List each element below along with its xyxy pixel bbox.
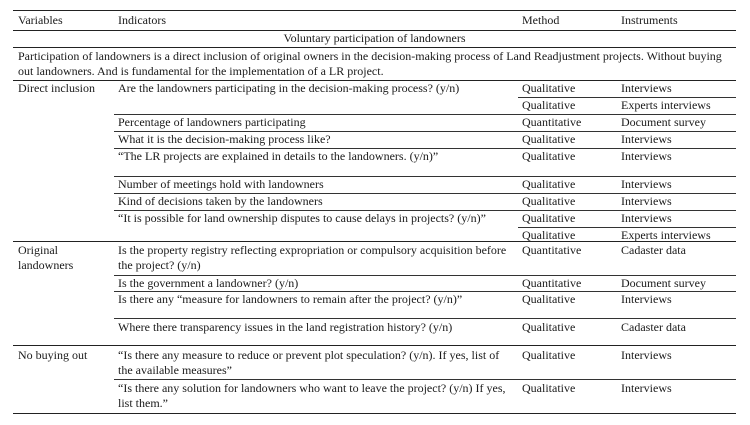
row-divider <box>114 318 736 319</box>
instrument-cell: Interviews <box>621 211 672 225</box>
section-title: Voluntary participation of landowners <box>283 31 466 45</box>
intro-line-1: Participation of landowners is a direct inclusion of original owners in the decision-making process of Land Readjustment projects. Without buying <box>18 49 722 63</box>
indicator-cell-continued: the available measures” <box>118 363 232 377</box>
method-cell: Quantitative <box>522 243 582 257</box>
instrument-cell: Cadaster data <box>621 243 686 257</box>
method-cell: Qualitative <box>522 132 576 146</box>
method-cell: Qualitative <box>522 149 576 163</box>
method-cell: Qualitative <box>522 348 576 362</box>
table-bottom-rule <box>13 413 736 414</box>
indicator-cell: Is the property registry reflecting expropriation or compulsory acquisition before <box>118 243 507 257</box>
header-method: Method <box>522 13 560 27</box>
indicator-cell: Number of meetings hold with landowners <box>118 177 324 191</box>
intro-line-2: out landowners. And is fundamental for the implementation of a LR project. <box>18 64 384 78</box>
indicator-cell: Where there transparency issues in the land registration history? (y/n) <box>118 320 453 334</box>
method-cell: Qualitative <box>522 292 576 306</box>
indicator-cell-continued: the project? (y/n) <box>118 258 201 272</box>
indicator-cell: “The LR projects are explained in details to the landowners. (y/n)” <box>118 149 439 163</box>
instrument-cell: Interviews <box>621 81 672 95</box>
method-cell: Qualitative <box>522 211 576 225</box>
row-divider <box>114 379 736 380</box>
method-cell: Qualitative <box>522 381 576 395</box>
indicator-cell: “Is there any solution for landowners who want to leave the project? (y/n) If yes, <box>118 381 506 395</box>
instrument-cell: Interviews <box>621 348 672 362</box>
header-variables: Variables <box>18 13 63 27</box>
instrument-cell: Interviews <box>621 292 672 306</box>
instrument-cell: Document survey <box>621 115 706 129</box>
variable-direct-inclusion: Direct inclusion <box>18 81 95 95</box>
instrument-cell: Cadaster data <box>621 320 686 334</box>
instrument-cell: Interviews <box>621 132 672 146</box>
instrument-cell: Interviews <box>621 381 672 395</box>
instrument-cell: Experts interviews <box>621 228 711 242</box>
table-top-rule <box>13 10 736 11</box>
instrument-cell: Interviews <box>621 177 672 191</box>
variable-original-landowners-1: Original <box>18 243 58 257</box>
group-rule <box>13 345 736 346</box>
indicator-cell: Kind of decisions taken by the landowners <box>118 194 323 208</box>
instrument-cell: Document survey <box>621 276 706 290</box>
method-cell: Quantitative <box>522 276 582 290</box>
instrument-cell: Interviews <box>621 149 672 163</box>
instrument-cell: Interviews <box>621 194 672 208</box>
instrument-cell: Experts interviews <box>621 98 711 112</box>
indicator-cell: “It is possible for land ownership disputes to cause delays in projects? (y/n)” <box>118 211 486 225</box>
indicator-cell-continued: list them.” <box>118 396 168 410</box>
indicator-cell: “Is there any measure to reduce or prevent plot speculation? (y/n). If yes, list of <box>118 348 500 362</box>
indicator-cell: What it is the decision-making process like? <box>118 132 331 146</box>
variable-original-landowners-2: landowners <box>18 258 74 272</box>
indicator-cell: Is there any “measure for landowners to remain after the project? (y/n)” <box>118 292 463 306</box>
method-cell: Quantitative <box>522 115 582 129</box>
method-cell: Qualitative <box>522 98 576 112</box>
method-cell: Qualitative <box>522 177 576 191</box>
indicator-cell: Is the government a landowner? (y/n) <box>118 276 299 290</box>
header-indicators: Indicators <box>118 13 166 27</box>
method-cell: Qualitative <box>522 228 576 242</box>
group-rule <box>13 241 736 242</box>
section-title-rule <box>13 47 736 48</box>
method-cell: Qualitative <box>522 81 576 95</box>
method-cell: Qualitative <box>522 320 576 334</box>
indicator-cell: Are the landowners participating in the decision-making process? (y/n) <box>118 81 460 95</box>
variable-no-buying-out: No buying out <box>18 348 88 362</box>
header-instruments: Instruments <box>621 13 678 27</box>
method-cell: Qualitative <box>522 194 576 208</box>
indicator-cell: Percentage of landowners participating <box>118 115 306 129</box>
